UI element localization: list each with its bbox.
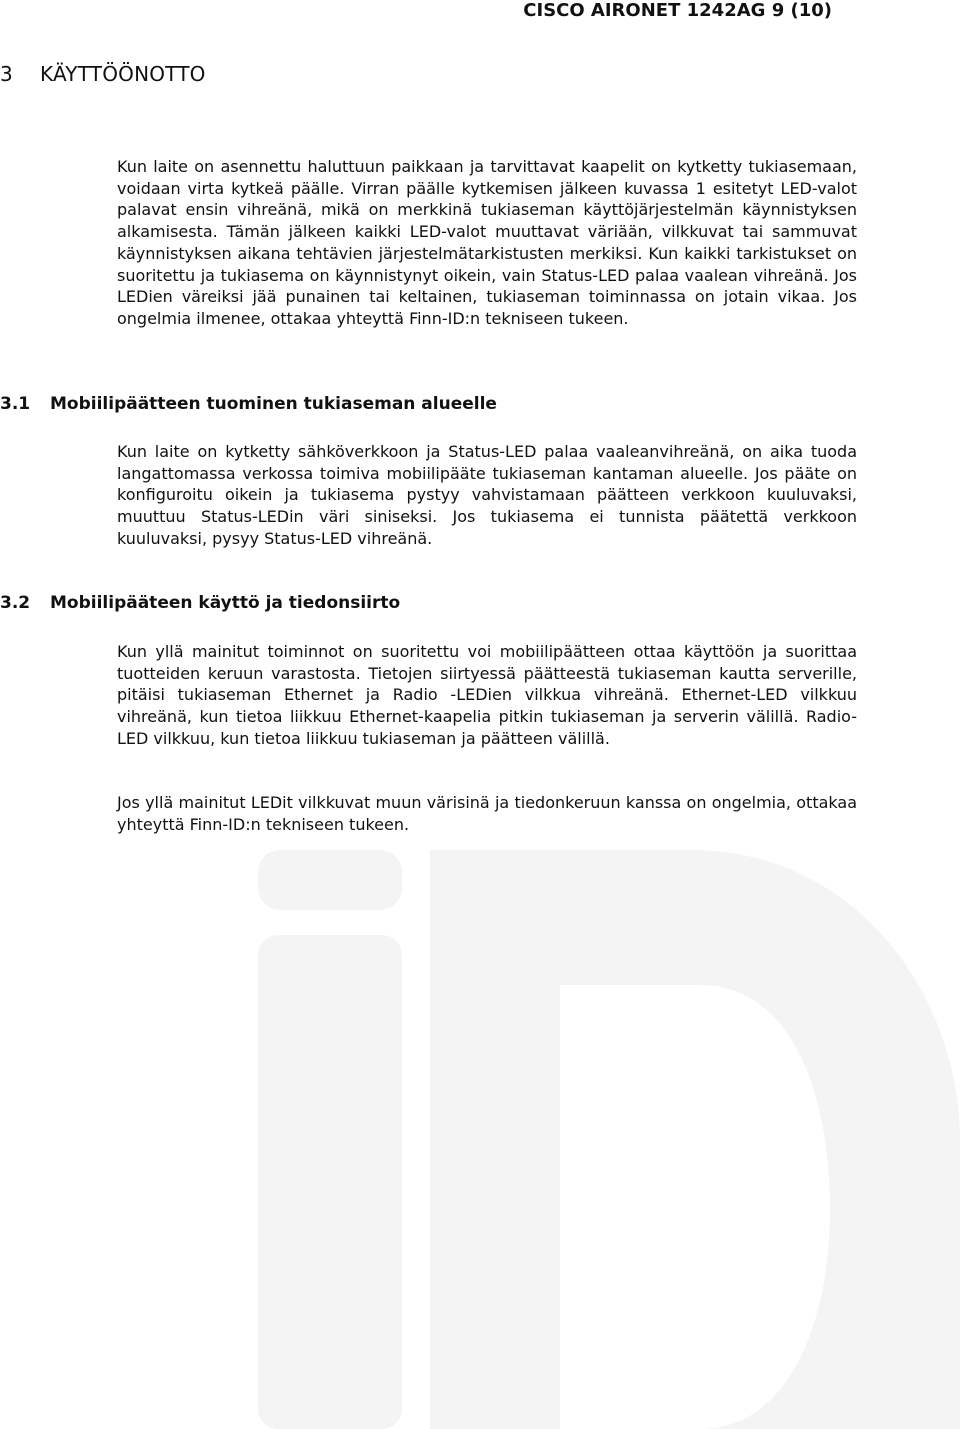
section-3-2-number: 3.2: [0, 593, 31, 613]
section-3-2-heading: [0, 593, 400, 613]
section-3-paragraph: Kun laite on asennettu haluttuun paikkaan ja tarvittavat kaapelit on kytketty tukiasemaan, voidaan virta kytkeä päälle. Virran päälle kytkemisen jälkeen kuvassa 1 esitetyt LED-valot palavat ensin vihreänä, mikä on merkkinä tukiaseman käyttöjärjestelmän käynnistyksen alkamisesta. Tämän jälkeen kaikki LED-valot muuttavat väriään, vilkkuvat tai sammuvat käynnistyksen aikana tehtävien järjestelmätarkistusten merkiksi. Kun kaikki tarkistukset on suoritettu ja tukiasema on käynnistynyt oikein, vain Status-LED palaa vaalean vihreänä. Jos LEDien väreiksi jää punainen tai keltainen, tukiaseman toiminnassa on jotain vikaa. Jos ongelmia ilmenee, ottakaa yhteyttä Finn-ID:n tekniseen tukeen.: [117, 157, 857, 328]
page-header: CISCO AIRONET 1242AG 9 (10): [523, 0, 832, 21]
watermark-d-shape: [430, 850, 960, 1429]
section-3-1-paragraph: Kun laite on kytketty sähköverkkoon ja Status-LED palaa vaaleanvihreänä, on aika tuoda langattomassa verkossa toimiva mobiilipääte tukiaseman kantaman alueelle. Jos pääte on konfiguroitu oikein ja tukiasema pystyy vahvistamaan päätteen verkkoon kuuluvaksi, muuttuu Status-LEDin väri siniseksi. Jos tukiasema ei tunnista päätettä verkkoon kuuluvaksi, pysyy Status-LED vihreänä.: [117, 442, 857, 548]
watermark-i-stem: [258, 935, 402, 1429]
section-3-heading: [0, 62, 206, 86]
section-3-2-paragraph-1: Kun yllä mainitut toiminnot on suoritettu voi mobiilipäätteen ottaa käyttöön ja suorittaa tuotteiden keruun varastosta. Tietojen siirtyessä päätteestä tukiaseman kautta serverille, pitäisi tukiaseman Ethernet ja Radio -LEDien vilkkua vihreänä. Ethernet-LED vilkkuu vihreänä, kun tietoa liikkuu Ethernet-kaapelia pitkin tukiaseman ja serverin välillä. Radio-LED vilkkuu, kun tietoa liikkuu tukiaseman ja päätteen välillä.: [117, 642, 857, 748]
section-3-1-number: 3.1: [0, 394, 31, 414]
section-3-title: KÄYTTÖÖNOTTO: [40, 62, 206, 86]
section-3-1-title: Mobiilipäätteen tuominen tukiaseman alueelle: [50, 394, 497, 414]
section-3-number: 3: [0, 62, 13, 86]
section-3-1-heading: [0, 394, 497, 414]
watermark-i-dot: [258, 850, 402, 910]
section-3-2-title: Mobiilipääteen käyttö ja tiedonsiirto: [50, 593, 401, 613]
section-3-2-paragraph-2: Jos yllä mainitut LEDit vilkkuvat muun värisinä ja tiedonkeruun kanssa on ongelmia, ottakaa yhteyttä Finn-ID:n tekniseen tukeen.: [117, 793, 857, 834]
